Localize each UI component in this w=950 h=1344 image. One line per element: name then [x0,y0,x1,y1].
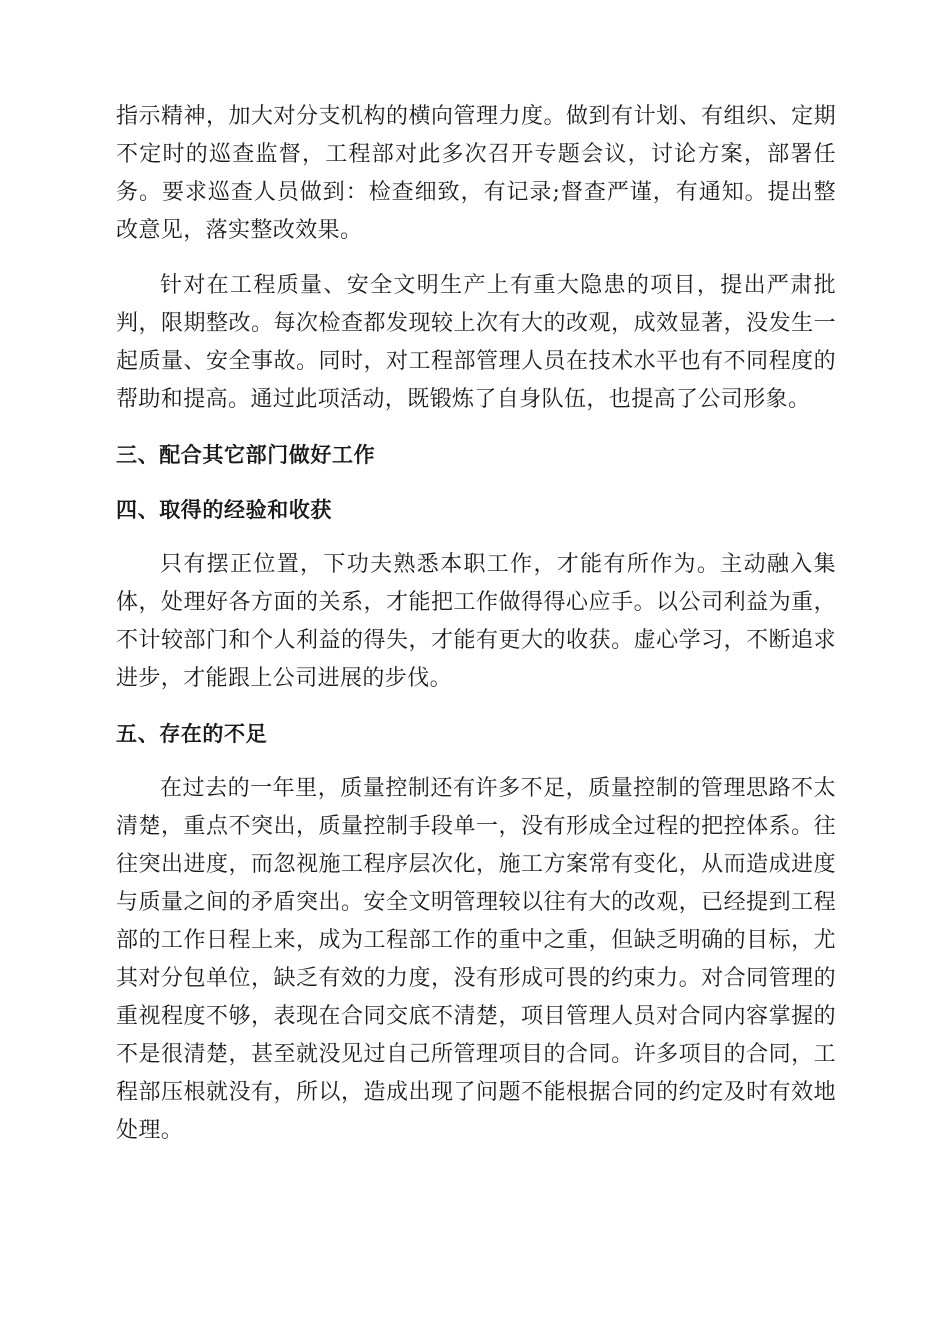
section-heading-5: 五、存在的不足 [116,722,268,746]
paragraph-experience: 只有摆正位置，下功夫熟悉本职工作，才能有所作为。主动融入集体，处理好各方面的关系，才能把工作做得得心应手。以公司利益为重，不计较部门和个人利益的得失，才能有更大的收获。虚心学习，不断追求进步，才能跟上公司进展的步伐。 [116,552,836,691]
paragraph-inspection-spirit: 指示精神，加大对分支机构的横向管理力度。做到有计划、有组织、定期不定时的巡查监督，工程部对此多次召开专题会议，讨论方案，部署任务。要求巡查人员做到：检查细致，有记录;督查严谨，有通知。提出整改意见，落实整改效果。 [116,104,836,243]
document-page [116,98,836,1167]
paragraph-shortcomings: 在过去的一年里，质量控制还有许多不足，质量控制的管理思路不太清楚，重点不突出，质量控制手段单一，没有形成全过程的把控体系。往往突出进度，而忽视施工程序层次化，施工方案常有变化，从而造成进度与质量之间的矛盾突出。安全文明管理较以往有大的改观，已经提到工程部的工作日程上来，成为工程部工作的重中之重，但缺乏明确的目标，尤其对分包单位，缺乏有效的力度，没有形成可畏的约束力。对合同管理的重视程度不够，表现在合同交底不清楚，项目管理人员对合同内容掌握的不是很清楚，甚至就没见过自己所管理项目的合同。许多项目的合同，工程部压根就没有，所以，造成出现了问题不能根据合同的约定及时有效地处理。 [116,776,836,1143]
section-heading-3: 三、配合其它部门做好工作 [116,443,376,467]
section-heading-4: 四、取得的经验和收获 [116,498,332,522]
paragraph-safety-hazards: 针对在工程质量、安全文明生产上有重大隐患的项目，提出严肃批判，限期整改。每次检查都发现较上次有大的改观，成效显著，没发生一起质量、安全事故。同时，对工程部管理人员在技术水平也有不同程度的帮助和提高。通过此项活动，既锻炼了自身队伍，也提高了公司形象。 [116,273,836,412]
